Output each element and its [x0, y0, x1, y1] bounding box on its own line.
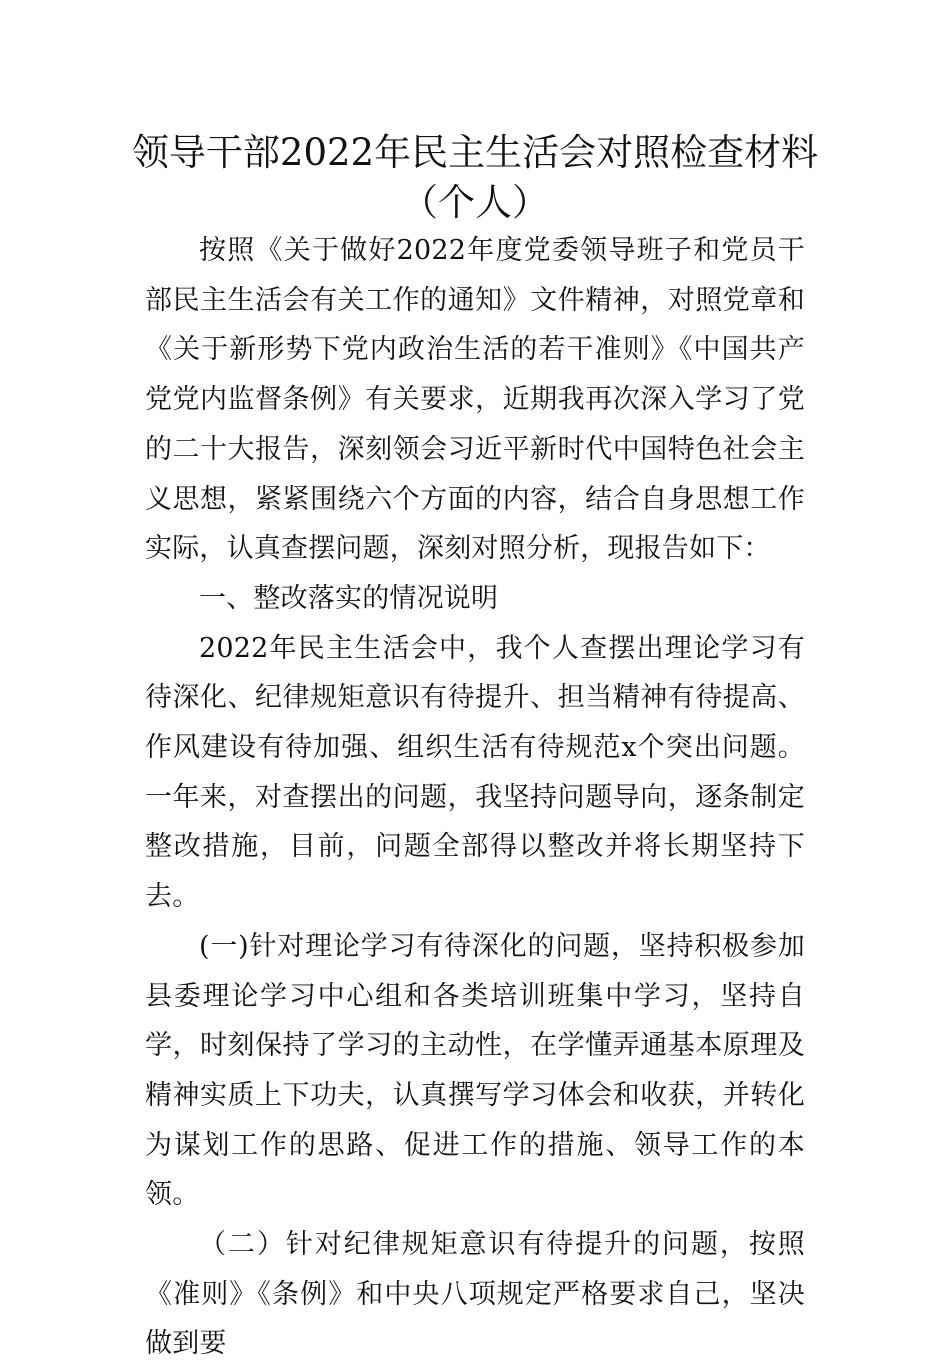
document-subtitle: （个人）	[401, 181, 549, 224]
paragraph-item-1: (一)针对理论学习有待深化的问题，坚持积极参加县委理论学习中心组和各类培训班集中学习，坚持自学，时刻保持了学习的主动性，在学懂弄通基本原理及精神实质上下功夫，认真撰写学习体会和收获，并转化为谋划工作的思路、促进工作的措施、领导工作的本领。	[145, 930, 805, 1211]
paragraph-item-2: （二）针对纪律规矩意识有待提升的问题，按照《准则》《条例》和中央八项规定严格要求自己，坚决做到要	[145, 1229, 805, 1360]
document-body	[145, 226, 805, 1369]
paragraph-intro: 按照《关于做好2022年度党委领导班子和党员干部民主生活会有关工作的通知》文件精神，对照党章和《关于新形势下党内政治生活的若干准则》《中国共产党党内监督条例》有关要求，近期我再次深入学习了党的二十大报告，深刻领会习近平新时代中国特色社会主义思想，紧紧围绕六个方面的内容，结合自身思想工作实际，认真查摆问题，深刻对照分析，现报告如下：	[145, 235, 805, 565]
paragraph-summary: 2022年民主生活会中，我个人查摆出理论学习有待深化、纪律规矩意识有待提升、担当精神有待提高、作风建设有待加强、组织生活有待规范x个突出问题。一年来，对查摆出的问题，我坚持问题导向，逐条制定整改措施，目前，问题全部得以整改并将长期坚持下去。	[145, 632, 805, 913]
section-heading-1: 一、整改落实的情况说明	[199, 582, 499, 614]
document-title: 领导干部2022年民主生活会对照检查材料	[131, 131, 819, 174]
